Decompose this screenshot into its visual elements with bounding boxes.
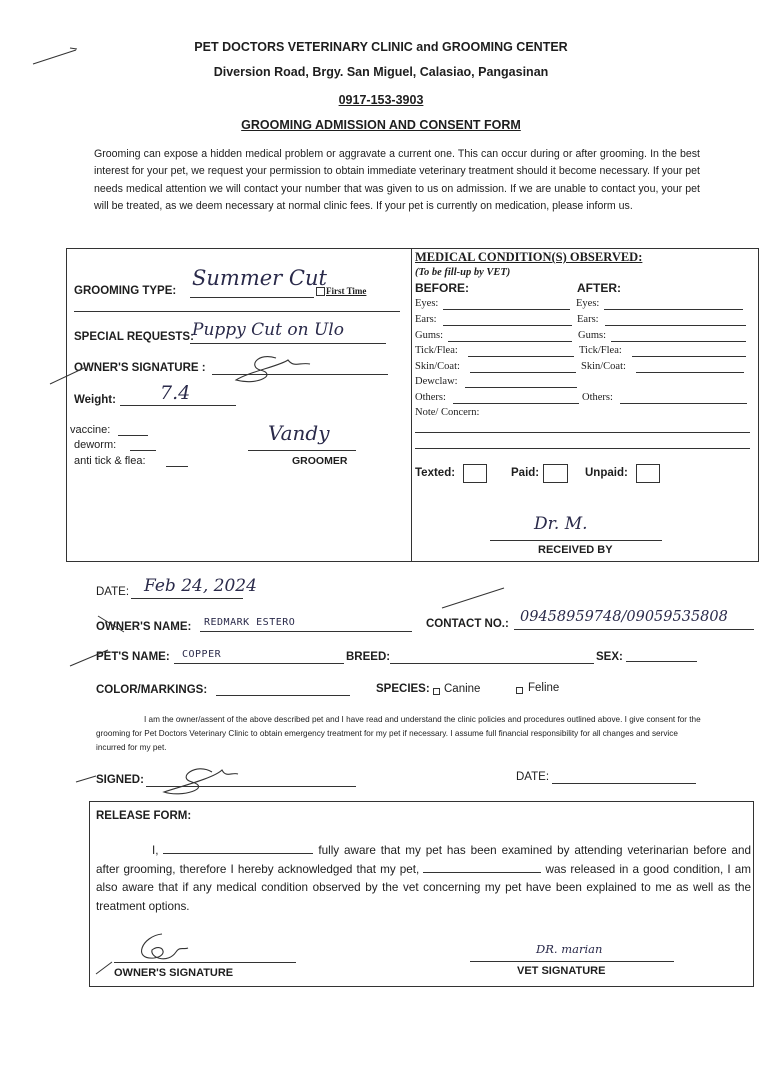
color-markings-label: COLOR/MARKINGS: — [96, 684, 208, 696]
contact-value[interactable]: 09458959748/09059535808 — [520, 609, 728, 625]
ears-before-line[interactable] — [443, 325, 572, 326]
clinic-address: Diversion Road, Brgy. San Miguel, Calasiao, Pangasinan — [213, 65, 549, 79]
grooming-type-extra-line — [74, 311, 400, 312]
tick-flea-before-label: Tick/Flea: — [415, 345, 458, 356]
ears-after-label: Ears: — [577, 314, 599, 325]
owner-name-label: OWNER'S NAME: — [96, 621, 192, 633]
ears-after-line[interactable] — [605, 325, 746, 326]
note-concern-label: Note/ Concern: — [415, 407, 480, 418]
pen-mark-date — [440, 584, 510, 612]
owner-name-line — [200, 631, 412, 632]
received-by-name[interactable]: Dr. M. — [534, 514, 588, 534]
feline-checkbox[interactable] — [516, 687, 523, 694]
canine-label: Canine — [444, 683, 481, 695]
dewclaw-label: Dewclaw: — [415, 376, 458, 387]
others-after-label: Others: — [582, 392, 613, 403]
received-by-line — [490, 540, 662, 541]
eyes-after-label: Eyes: — [576, 298, 600, 309]
vet-name[interactable]: DR. marian — [536, 942, 603, 956]
received-by-label: RECEIVED BY — [538, 544, 613, 556]
vaccine-label: vaccine: — [70, 424, 111, 436]
gums-after-line[interactable] — [611, 341, 746, 342]
texted-checkbox[interactable] — [463, 464, 487, 483]
groomer-label: GROOMER — [292, 455, 348, 467]
others-before-line[interactable] — [453, 403, 579, 404]
vaccine-line — [118, 435, 148, 436]
signed-signature — [72, 758, 252, 802]
owner-name-value[interactable]: REDMARK ESTERO — [204, 617, 296, 628]
sex-line[interactable] — [626, 661, 697, 662]
note-line-2[interactable] — [415, 448, 750, 449]
contact-label: CONTACT NO.: — [426, 618, 509, 630]
species-label: SPECIES: — [376, 683, 430, 695]
consent-date-line[interactable] — [552, 783, 696, 784]
sex-label: SEX: — [596, 651, 623, 663]
feline-label: Feline — [528, 682, 560, 694]
vet-signature-line — [470, 961, 674, 962]
note-line-1[interactable] — [415, 432, 750, 433]
date-line — [131, 598, 243, 599]
eyes-before-line[interactable] — [443, 309, 570, 310]
skin-coat-after-line[interactable] — [636, 372, 744, 373]
gums-after-label: Gums: — [578, 330, 607, 341]
skin-coat-after-label: Skin/Coat: — [581, 361, 626, 372]
form-title: GROOMING ADMISSION AND CONSENT FORM — [241, 118, 521, 132]
anti-tick-label: anti tick & flea: — [74, 455, 146, 467]
signed-label: SIGNED: — [96, 774, 144, 786]
pen-mark — [30, 44, 80, 68]
first-time-label: First Time — [326, 286, 367, 296]
first-time-checkbox[interactable] — [316, 287, 325, 296]
release-pet-blank[interactable] — [423, 862, 541, 873]
groomer-name[interactable]: Vandy — [268, 421, 330, 445]
grooming-type-value[interactable]: Summer Cut — [192, 266, 327, 290]
anti-tick-line — [166, 466, 188, 467]
medical-title: MEDICAL CONDITION(S) OBSERVED: — [415, 250, 643, 264]
medical-subtitle: (To be fill-up by VET) — [415, 267, 511, 278]
special-requests-value[interactable]: Puppy Cut on Ulo — [192, 320, 344, 340]
release-text-2: fully aware that my pet has been examined by attending veterinarian before and after grooming, therefore I hereby acknowledged that my pet, — [96, 844, 751, 876]
owner-signature-label: OWNER'S SIGNATURE : — [74, 362, 206, 374]
eyes-after-line[interactable] — [604, 309, 743, 310]
weight-line — [120, 405, 236, 406]
before-label: BEFORE: — [415, 281, 469, 295]
tick-flea-before-line[interactable] — [468, 356, 574, 357]
others-after-line[interactable] — [620, 403, 747, 404]
release-owner-blank[interactable] — [163, 843, 313, 854]
canine-checkbox[interactable] — [433, 688, 440, 695]
paid-label: Paid: — [511, 467, 540, 479]
grooming-type-label: GROOMING TYPE: — [74, 285, 177, 297]
pet-name-label: PET'S NAME: — [96, 651, 170, 663]
paid-checkbox[interactable] — [543, 464, 568, 483]
pet-name-value[interactable]: COPPER — [182, 649, 222, 660]
breed-line[interactable] — [390, 663, 594, 664]
skin-coat-before-line[interactable] — [470, 372, 576, 373]
groomer-line — [248, 450, 356, 451]
after-label: AFTER: — [577, 281, 621, 295]
release-text-1: I, — [152, 844, 159, 857]
weight-value[interactable]: 7.4 — [160, 382, 191, 404]
contact-line — [514, 629, 754, 630]
gums-before-line[interactable] — [448, 341, 572, 342]
others-before-label: Others: — [415, 392, 446, 403]
ears-before-label: Ears: — [415, 314, 437, 325]
box-divider — [411, 248, 412, 562]
skin-coat-before-label: Skin/Coat: — [415, 361, 460, 372]
consent-text: I am the owner/assent of the above described pet and I have read and understand the clinic policies and procedures outlined above. I give consent for the grooming for Pet Doctors Veterinary Clinic to obtain emergency treatment for my pet if necessary. I assume full financial responsibility for all changes and service incurred for my pet. — [96, 715, 701, 753]
date-label: DATE: — [96, 586, 130, 598]
unpaid-label: Unpaid: — [585, 467, 628, 479]
intro-paragraph: Grooming can expose a hidden medical problem or aggravate a current one. This can occur during or after grooming. In the best interest for your pet, we request your permission to obtain immediate veterinary treatment should it become necessary. If your pet needs medical attention we will contact your number that was given to us on admission. If we are unable to contact you, your pet will be treated, as we deem necessary at normal clinic fees. If your pet is currently on medication, please inform us. — [94, 148, 700, 213]
pet-name-line — [174, 663, 344, 664]
date-value[interactable]: Feb 24, 2024 — [144, 576, 257, 596]
clinic-name: PET DOCTORS VETERINARY CLINIC and GROOMING CENTER — [194, 40, 568, 54]
deworm-line — [130, 450, 156, 451]
tick-flea-after-label: Tick/Flea: — [579, 345, 622, 356]
texted-label: Texted: — [415, 467, 456, 479]
special-requests-label: SPECIAL REQUESTS: — [74, 331, 194, 343]
dewclaw-line[interactable] — [465, 387, 577, 388]
consent-date-label: DATE: — [516, 771, 550, 783]
breed-label: BREED: — [346, 651, 391, 663]
release-title: RELEASE FORM: — [96, 810, 192, 822]
release-text-3: was released in a good condition, I am also aware that if any medical condition observed by the vet concerning my pet have been explained to me as well as the treatment options. — [96, 862, 751, 913]
unpaid-checkbox[interactable] — [636, 464, 660, 483]
owner-release-signature-line — [114, 962, 296, 963]
eyes-before-label: Eyes: — [415, 298, 439, 309]
owner-release-signature-label: OWNER'S SIGNATURE — [114, 967, 234, 979]
color-markings-line[interactable] — [216, 695, 350, 696]
clinic-phone: 0917-153-3903 — [338, 93, 424, 107]
release-paragraph — [96, 842, 751, 916]
vet-signature-label: VET SIGNATURE — [517, 965, 606, 977]
gums-before-label: Gums: — [415, 330, 444, 341]
tick-flea-after-line[interactable] — [632, 356, 746, 357]
grooming-type-line — [190, 297, 314, 298]
weight-label: Weight: — [74, 394, 116, 406]
deworm-label: deworm: — [74, 439, 117, 451]
